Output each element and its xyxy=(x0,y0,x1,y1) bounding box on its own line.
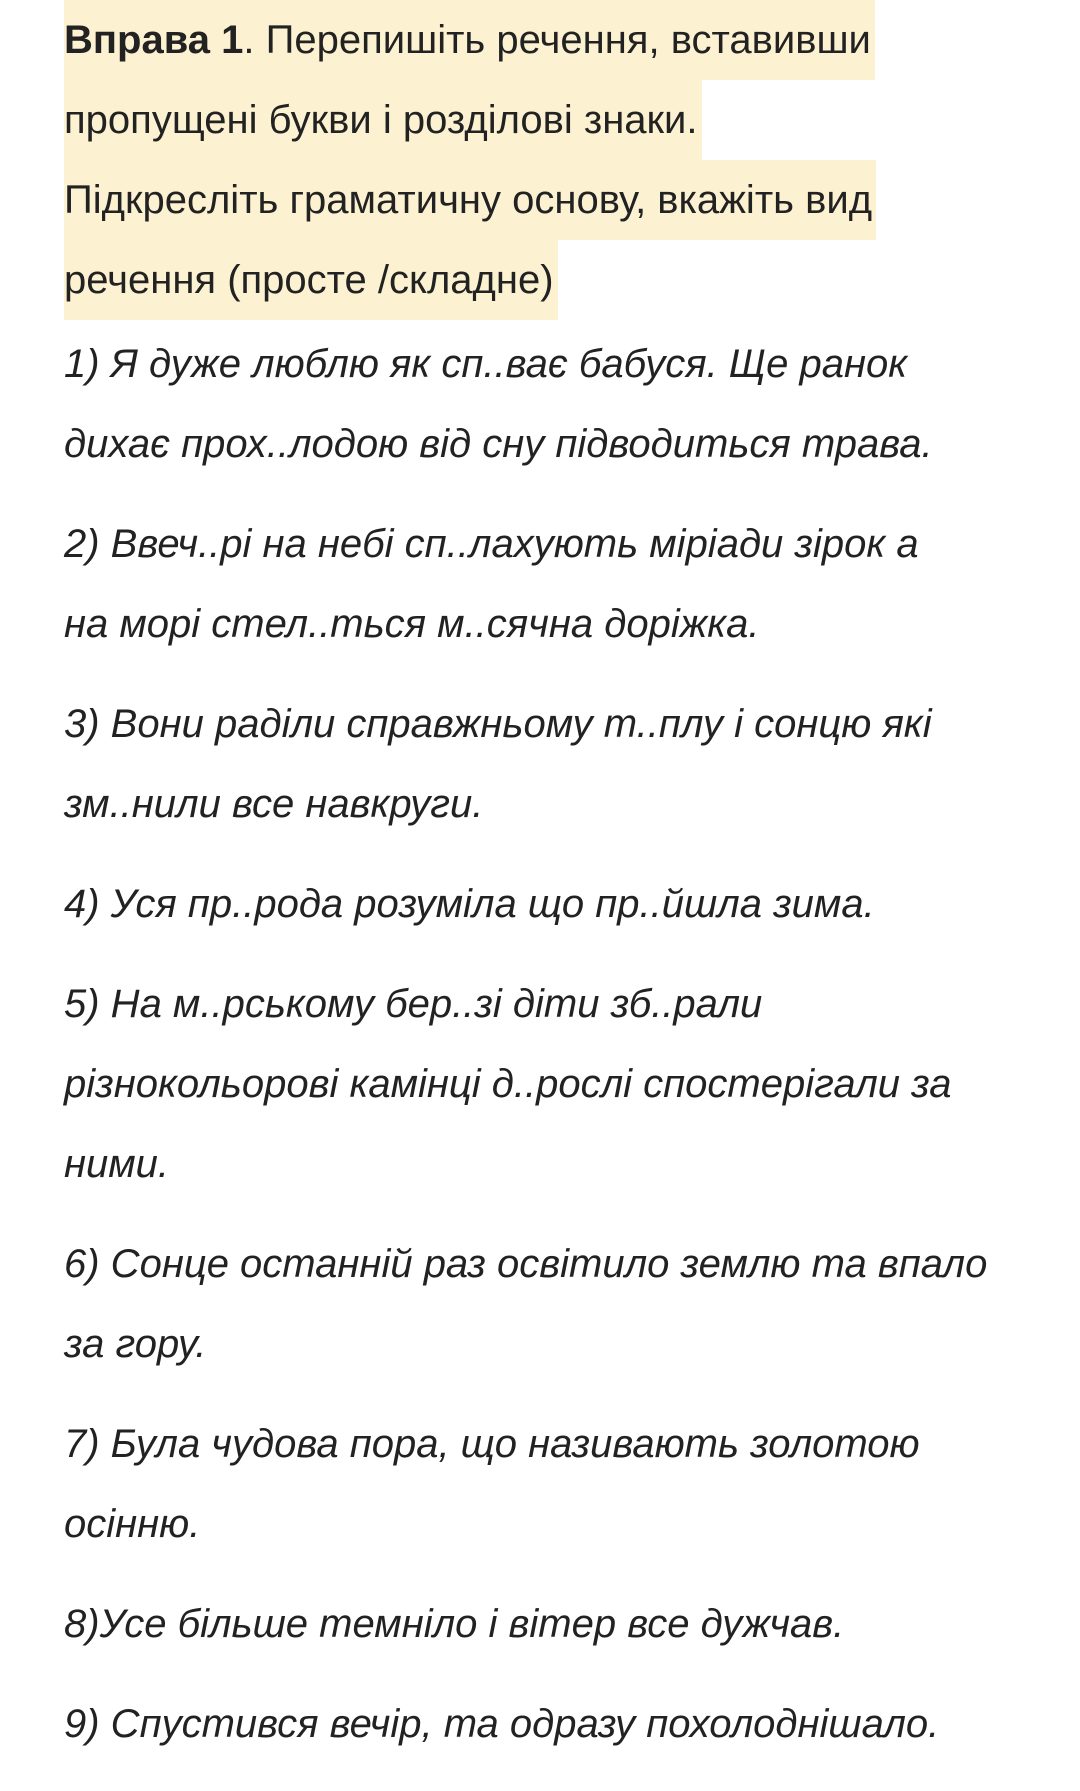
sentence-line: 7) Була чудова пора, що називають золотою xyxy=(64,1422,920,1466)
sentence-line: 4) Уся пр..рода розуміла що пр..йшла зима. xyxy=(64,882,875,926)
sentence-line: дихає прох..лодою від сну підводиться трава. xyxy=(64,422,933,466)
exercise-page xyxy=(64,0,1024,1784)
sentence-item xyxy=(64,1404,1024,1564)
sentence-item xyxy=(64,1584,1024,1664)
sentence-line: 8)Усе більше темніло і вітер все дужчав. xyxy=(64,1602,845,1646)
sentence-line: 9) Спустився вечір, та одразу похолоднішало. xyxy=(64,1702,940,1746)
sentence-line: 2) Ввеч..рі на небі сп..лахують міріади зірок а xyxy=(64,522,919,566)
sentence-line: 1) Я дуже люблю як сп..ває бабуся. Ще ранок xyxy=(64,342,908,386)
task-line-1 xyxy=(64,0,875,80)
sentence-line: 6) Сонце останній раз освітило землю та впало xyxy=(64,1242,988,1286)
sentence-item xyxy=(64,964,1024,1204)
sentence-list xyxy=(64,324,1024,1764)
task-text-line: пропущені букви і розділові знаки. xyxy=(64,80,702,160)
sentence-line: різнокольорові камінці д..рослі спостерігали за xyxy=(64,1062,952,1106)
sentence-item xyxy=(64,1224,1024,1384)
sentence-line: 3) Вони раділи справжньому т..плу і сонцю які xyxy=(64,702,932,746)
sentence-line: на морі стел..ться м..сячна доріжка. xyxy=(64,602,760,646)
sentence-item xyxy=(64,504,1024,664)
sentence-item xyxy=(64,1684,1024,1764)
sentence-item xyxy=(64,864,1024,944)
sentence-item xyxy=(64,684,1024,844)
sentence-item xyxy=(64,324,1024,484)
sentence-line: осінню. xyxy=(64,1502,201,1546)
sentence-line: за гору. xyxy=(64,1322,207,1366)
task-instructions xyxy=(64,0,1024,320)
task-text-line: Підкресліть граматичну основу, вкажіть вид xyxy=(64,160,876,240)
task-text-line: . Перепишіть речення, вставивши xyxy=(243,18,871,62)
sentence-line: зм..нили все навкруги. xyxy=(64,782,484,826)
task-text-line: речення (просте /складне) xyxy=(64,240,558,320)
task-title: Вправа 1 xyxy=(64,18,244,62)
sentence-line: ними. xyxy=(64,1142,170,1186)
sentence-line: 5) На м..рському бер..зі діти зб..рали xyxy=(64,982,763,1026)
